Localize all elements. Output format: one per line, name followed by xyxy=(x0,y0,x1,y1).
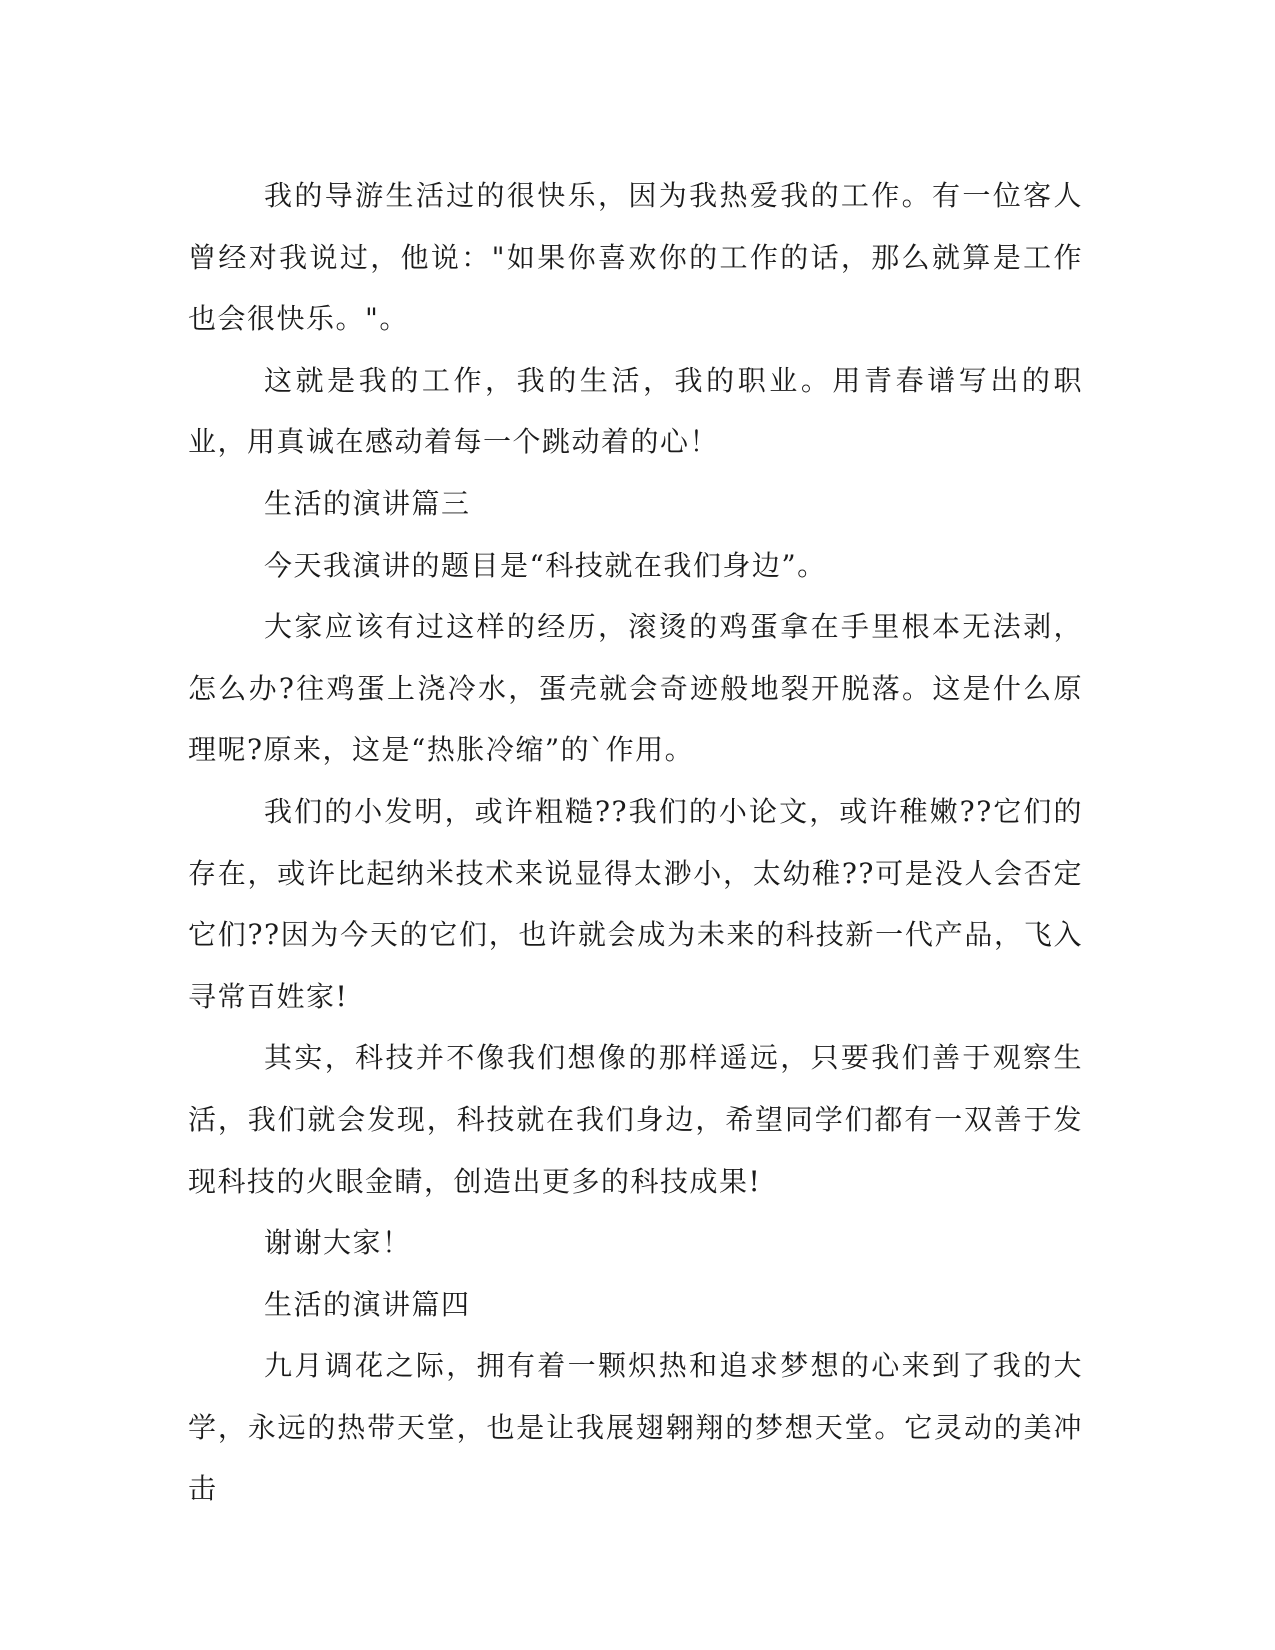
paragraph-egg-example: 大家应该有过这样的经历，滚烫的鸡蛋拿在手里根本无法剥，怎么办?往鸡蛋上浇冷水，蛋壳就会奇迹般地裂开脱落。这是什么原理呢?原来，这是“热胀冷缩”的`作用。 xyxy=(188,610,1083,767)
paragraph-science-nearby: 其实，科技并不像我们想像的那样遥远，只要我们善于观察生活，我们就会发现，科技就在我们身边，希望同学们都有一双善于发现科技的火眼金睛，创造出更多的科技成果! xyxy=(188,1041,1083,1198)
section-three-heading: 生活的演讲篇三 xyxy=(264,486,471,520)
paragraph-small-inventions: 我们的小发明，或许粗糙??我们的小论文，或许稚嫩??它们的存在，或许比起纳米技术来说显得太渺小，太幼稚??可是没人会否定它们??因为今天的它们，也许就会成为未来的科技新一代产品，飞入寻常百姓家! xyxy=(188,794,1083,1013)
paragraph-my-career: 这就是我的工作，我的生活，我的职业。用青春谱写出的职业，用真诚在感动着每一个跳动着的心！ xyxy=(188,363,1083,459)
document-body xyxy=(188,165,1083,1520)
paragraph-tour-guide: 我的导游生活过的很快乐，因为我热爱我的工作。有一位客人曾经对我说过，他说："如果你喜欢你的工作的话，那么就算是工作也会很快乐。"。 xyxy=(188,179,1083,336)
paragraph-september: 九月调花之际，拥有着一颗炽热和追求梦想的心来到了我的大学，永远的热带天堂，也是让我展翅翱翔的梦想天堂。它灵动的美冲击 xyxy=(188,1349,1083,1506)
section-four-heading: 生活的演讲篇四 xyxy=(264,1287,471,1321)
paragraph-thanks: 谢谢大家！ xyxy=(264,1226,412,1260)
paragraph-speech-topic: 今天我演讲的题目是“科技就在我们身边”。 xyxy=(264,548,827,582)
